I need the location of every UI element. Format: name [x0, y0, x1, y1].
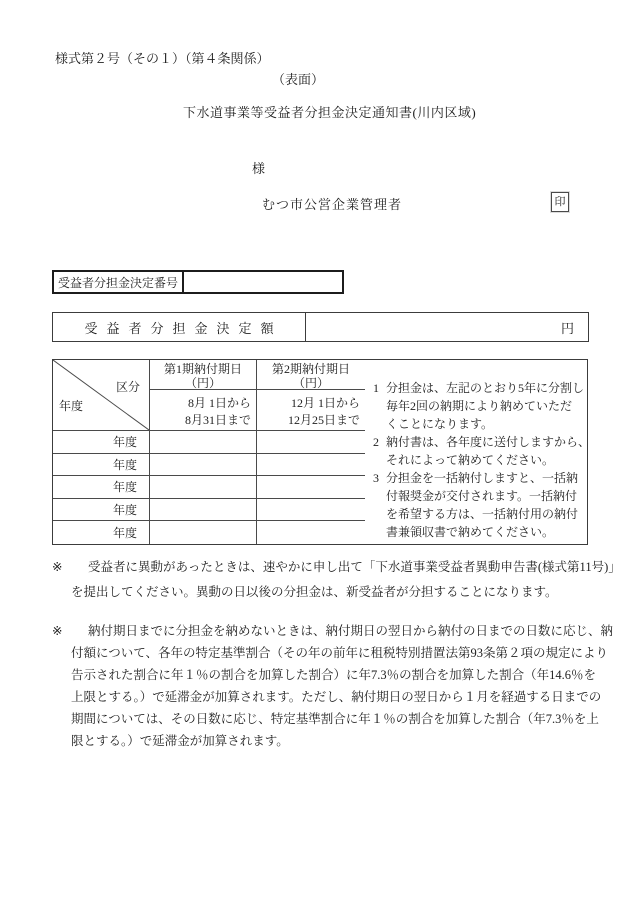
amount-cell — [150, 454, 257, 477]
year-row-label: 年度 — [53, 431, 150, 454]
issuer-name: むつ市公営企業管理者 — [262, 197, 403, 212]
note-number: 3 — [373, 471, 379, 485]
note-line: 書兼領収書で納めてください。 — [386, 525, 555, 539]
payment-schedule-table — [52, 359, 591, 545]
note-number: 1 — [373, 381, 379, 395]
year-row-label: 年度 — [53, 499, 150, 522]
note-number: 2 — [373, 435, 379, 449]
amount-cell — [150, 476, 257, 499]
period1-range — [150, 390, 257, 431]
corner-column-axis-label: 区分 — [115, 380, 140, 394]
decision-number-label: 受益者分担金決定番号 — [54, 272, 184, 292]
amount-cell — [257, 476, 365, 499]
footnote-line: を提出してください。異動の日以後の分担金は、新受益者が分担することになります。 — [71, 585, 558, 599]
decision-amount-label: 受益者分担金決定額 — [53, 313, 306, 341]
addressee-honorific: 様 — [252, 161, 266, 176]
decision-number-box — [52, 270, 344, 294]
note-line: くことになります。 — [386, 417, 494, 431]
year-row-label: 年度 — [53, 454, 150, 477]
table-notes — [365, 360, 594, 544]
amount-cell — [257, 454, 365, 477]
table-corner-cell — [53, 360, 150, 431]
face-label: （表面） — [272, 72, 325, 87]
amount-cell — [257, 431, 365, 454]
reference-mark: ※ — [52, 560, 63, 574]
decision-amount-unit: 円 — [560, 320, 574, 336]
footnote-transfer — [52, 555, 621, 605]
footnote-line: 受益者に異動があったときは、速やかに申し出て「下水道事業受益者異動申告書(様式第11号)」 — [88, 560, 621, 574]
amount-cell — [150, 521, 257, 544]
note-line: 分担金を一括納付しますと、一括納 — [386, 471, 579, 485]
period1-title: 第1期納付期日 — [163, 362, 242, 376]
note-line: それによって納めてください。 — [386, 453, 555, 467]
year-row-label: 年度 — [53, 521, 150, 544]
period2-title: 第2期納付期日 — [271, 362, 350, 376]
note-line: を希望する方は、一括納付用の納付 — [386, 507, 579, 521]
note-item — [373, 433, 590, 469]
amount-cell — [257, 521, 365, 544]
footnote-line: 付額について、各年の特定基準割合（その年の前年に租税特別措置法第93条第２項の規定により — [71, 646, 609, 660]
reference-mark: ※ — [52, 624, 63, 638]
document-title: 下水道事業等受益者分担金決定通知書(川内区域) — [183, 105, 477, 120]
period1-unit: （円） — [184, 376, 221, 390]
period1-header — [150, 360, 257, 390]
footnote-line: 上限とする。）で延滞金が加算されます。ただし、納付期日の翌日から１月を経過する日までの — [71, 690, 602, 704]
decision-amount-box — [52, 312, 589, 342]
year-row-label: 年度 — [53, 476, 150, 499]
diagonal-line-icon — [53, 360, 149, 430]
footnote-line: 期間については、その日数に応じ、特定基準割合に年１％の割合を加算した割合（年7.3％を上 — [71, 712, 599, 726]
period2-range-from: 12月 1日から — [290, 396, 360, 410]
footnote-late-payment — [52, 620, 614, 752]
note-line: 付報奨金が交付されます。一括納付 — [386, 489, 578, 503]
note-line: 毎年2回の納期により納めていただ — [386, 399, 573, 413]
amount-cell — [257, 499, 365, 522]
footnote-line: 限とする。）で延滞金が加算されます。 — [71, 734, 289, 748]
note-line: 分担金は、左記のとおり5年に分割し — [386, 381, 585, 395]
footnote-line: 告示された割合に年１％の割合を加算した割合）に年7.3％の割合を加算した割合（年14.6％を — [71, 668, 597, 682]
note-item — [373, 379, 590, 433]
period1-range-to: 8月31日まで — [184, 413, 251, 427]
period2-range-to: 12月25日まで — [287, 413, 360, 427]
period2-range — [257, 390, 365, 431]
seal-mark: 印 — [551, 192, 569, 212]
footnote-line: 納付期日までに分担金を納めないときは、納付期日の翌日から納付の日までの日数に応じ、納 — [88, 624, 614, 638]
note-item — [373, 469, 590, 541]
amount-cell — [150, 499, 257, 522]
period1-range-from: 8月 1日から — [187, 396, 251, 410]
corner-row-axis-label: 年度 — [59, 399, 84, 413]
amount-cell — [150, 431, 257, 454]
note-line: 納付書は、各年度に送付しますから、 — [386, 435, 591, 449]
period2-header — [257, 360, 365, 390]
period2-unit: （円） — [292, 376, 329, 390]
decision-number-value — [184, 272, 342, 292]
decision-amount-value — [306, 313, 588, 341]
form-number: 様式第２号（その１）（第４条関係） — [55, 51, 270, 66]
